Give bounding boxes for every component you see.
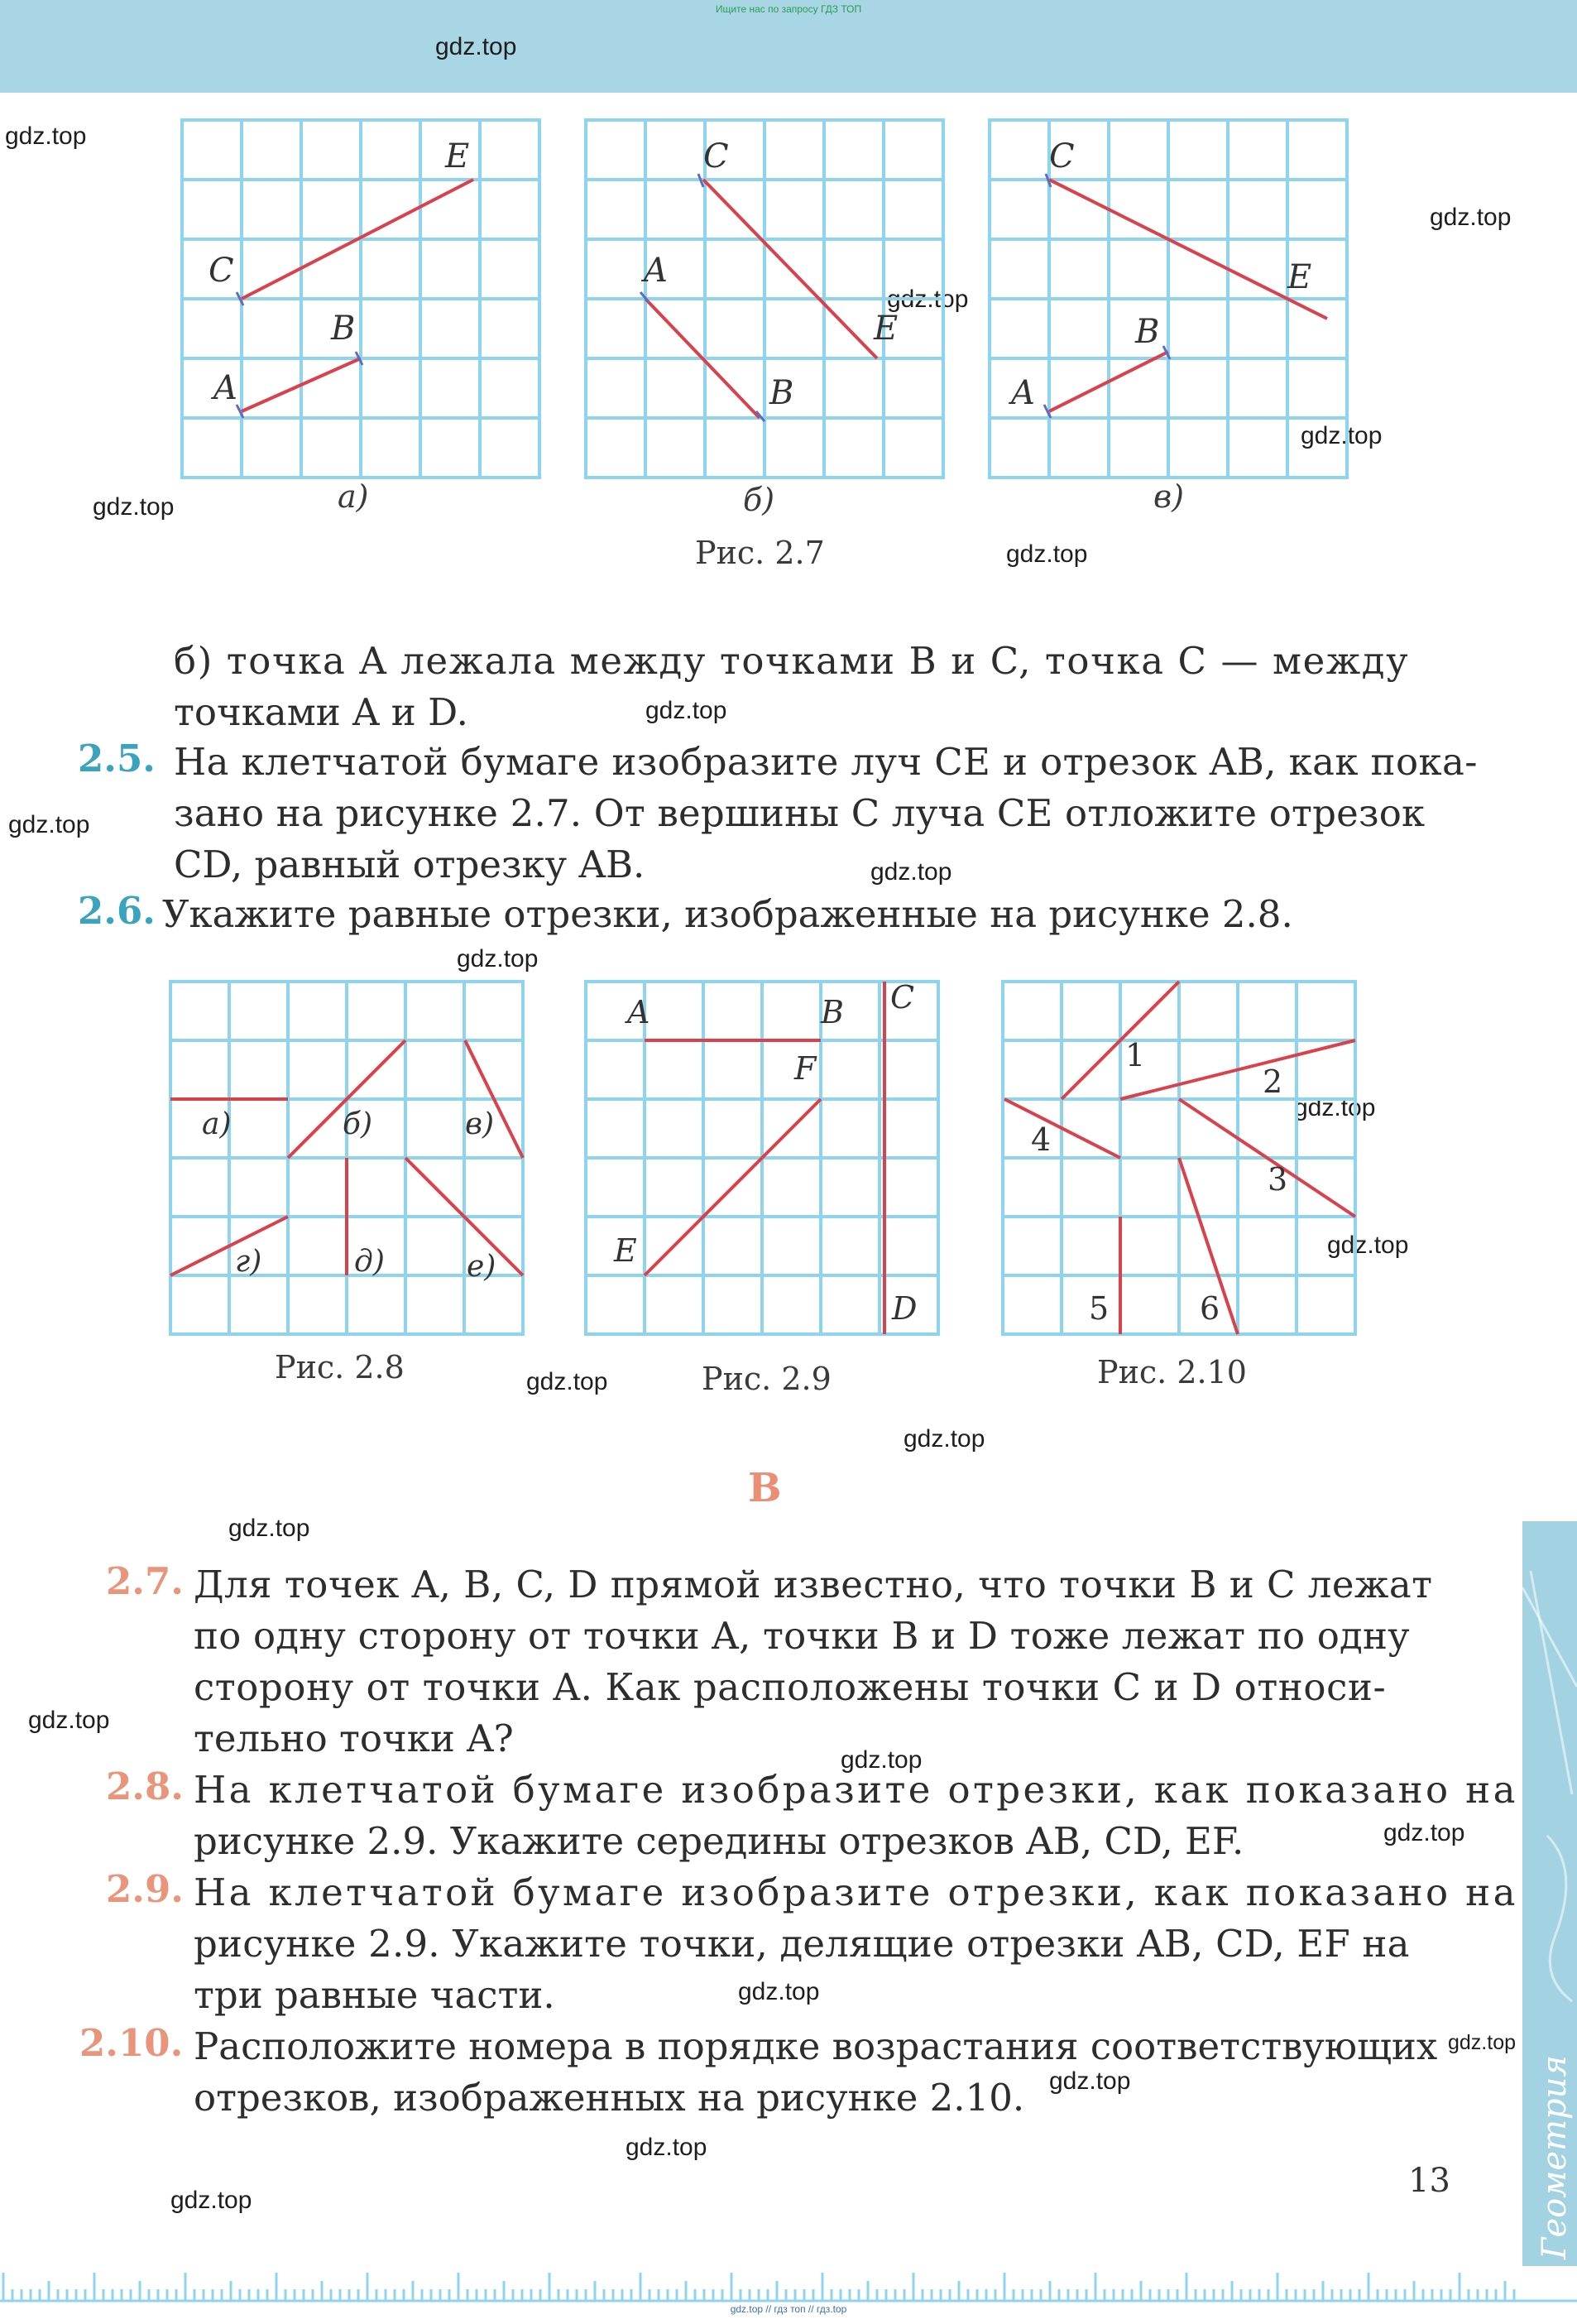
- point-label: C: [1049, 137, 1075, 175]
- problem-2-7: [194, 1559, 1433, 1765]
- figure-2-7a: [174, 108, 554, 488]
- watermark: gdz.top: [526, 1368, 608, 1395]
- point-label: B: [1135, 313, 1160, 351]
- watermark: gdz.top: [457, 945, 539, 972]
- text-line: Для точек A, B, C, D прямой известно, что точки B и C лежат: [194, 1563, 1433, 1606]
- segment-label: 5: [1089, 1290, 1110, 1327]
- problem-2-8: [194, 1765, 1518, 1867]
- segment-label: в): [465, 1107, 494, 1141]
- point-label: C: [703, 137, 729, 175]
- page-number: 13: [1408, 2162, 1450, 2200]
- point-label: E: [1287, 258, 1312, 296]
- figure-2-7c: [981, 108, 1362, 488]
- text-line: три равные части.: [194, 1973, 555, 2017]
- watermark: gdz.top: [228, 1515, 310, 1542]
- point-label: A: [213, 369, 237, 407]
- segment-label: а): [202, 1107, 232, 1141]
- watermark: gdz.top: [1049, 2067, 1131, 2095]
- section-heading: В: [748, 1465, 782, 1511]
- figure-2-10: [998, 977, 1370, 1341]
- point-label: A: [1011, 374, 1035, 412]
- watermark: gdz.top: [738, 1978, 820, 2005]
- watermark: gdz.top: [1006, 540, 1088, 568]
- watermark: gdz.top: [1301, 422, 1383, 449]
- text-line: тельно точки A?: [194, 1717, 514, 1760]
- text-line: точками A и D.: [174, 690, 468, 734]
- watermark: gdz.top: [645, 697, 727, 724]
- text-line: зано на рисунке 2.7. От вершины C луча CE отложите отрезок: [174, 791, 1426, 835]
- problem-2-9: [194, 1867, 1518, 2021]
- text-line: На клетчатой бумаге изобразите отрезки, как показано на: [194, 1870, 1518, 1914]
- text-line: Укажите равные отрезки, изображенные на рисунке 2.8.: [162, 892, 1293, 936]
- header-note: Ищите нас по запросу ГДЗ ТОП: [715, 3, 862, 15]
- watermark: gdz.top: [841, 1746, 923, 1774]
- text-line: по одну сторону от точки A, точки B и D тоже лежат по одну: [194, 1614, 1410, 1658]
- figure-2-8: [165, 977, 538, 1341]
- watermark: gdz.top: [887, 286, 969, 313]
- segment-label: 1: [1125, 1037, 1146, 1073]
- text-line: На клетчатой бумаге изобразите луч CE и отрезок AB, как пока-: [174, 740, 1478, 784]
- panel-label: в): [1153, 478, 1184, 515]
- text-line: рисунке 2.9. Укажите середины отрезков AB, CD, EF.: [194, 1819, 1244, 1863]
- text-line: сторону от точки A. Как расположены точки C и D относи-: [194, 1665, 1387, 1709]
- problem-number: 2.9.: [106, 1867, 184, 1911]
- point-label: E: [445, 137, 470, 175]
- segment-label: 3: [1268, 1161, 1288, 1198]
- watermark: gdz.top: [435, 33, 517, 60]
- point-label: A: [644, 252, 668, 290]
- panel-label: б): [743, 482, 775, 518]
- problem-2-10: [194, 2021, 1437, 2124]
- point-label: B: [331, 310, 356, 348]
- problem-2-6: [162, 889, 1293, 940]
- point-label: E: [874, 310, 899, 348]
- problem-number: 2.10.: [79, 2021, 184, 2065]
- segment-label: 2: [1263, 1064, 1283, 1100]
- text-line: б) точка A лежала между точками B и C, точка C — между: [174, 639, 1410, 683]
- panel-label: а): [338, 478, 369, 515]
- point-label: E: [614, 1232, 637, 1269]
- point-label: B: [821, 994, 844, 1030]
- watermark: gdz.top: [1448, 2031, 1517, 2054]
- text-line: Расположите номера в порядке возрастания соответствующих: [194, 2024, 1438, 2068]
- segment-label: 6: [1200, 1290, 1220, 1327]
- problem-number: 2.5.: [78, 737, 156, 780]
- watermark: gdz.top: [1430, 204, 1512, 231]
- segment-label: д): [354, 1245, 385, 1279]
- text-line: отрезков, изображенных на рисунке 2.10.: [194, 2076, 1025, 2120]
- segment-label: б): [343, 1107, 373, 1141]
- problem-2-5: [174, 737, 1478, 891]
- watermark: gdz.top: [870, 858, 952, 886]
- watermark: gdz.top: [28, 1707, 110, 1734]
- point-label: D: [892, 1290, 918, 1327]
- watermark: gdz.top: [626, 2134, 707, 2161]
- figure-2-7b: [578, 108, 958, 488]
- watermark: gdz.top: [8, 811, 90, 838]
- watermark: gdz.top: [1383, 1819, 1465, 1846]
- text-line: CD, равный отрезку AB.: [174, 843, 645, 886]
- point-label: F: [794, 1050, 817, 1087]
- watermark: gdz.top: [5, 122, 87, 150]
- point-label: C: [890, 979, 915, 1016]
- figure-caption: Рис. 2.7: [695, 535, 825, 571]
- figure-caption: Рис. 2.9: [702, 1361, 832, 1397]
- point-label: B: [769, 374, 794, 412]
- figure-caption: Рис. 2.8: [275, 1349, 405, 1385]
- segment-label: 4: [1031, 1121, 1052, 1158]
- problem-2-4b: [174, 636, 1409, 738]
- figure-caption: Рис. 2.10: [1097, 1354, 1247, 1390]
- problem-number: 2.6.: [78, 889, 156, 933]
- watermark: gdz.top: [93, 493, 175, 521]
- watermark: gdz.top: [904, 1425, 985, 1452]
- point-label: C: [209, 252, 234, 290]
- watermark: gdz.top: [170, 2187, 252, 2214]
- watermark: gdz.top: [1327, 1232, 1409, 1259]
- point-label: A: [627, 994, 650, 1030]
- text-line: рисунке 2.9. Укажите точки, делящие отрезки AB, CD, EF на: [194, 1922, 1410, 1966]
- segment-label: е): [467, 1250, 496, 1284]
- side-tab-text: [1529, 2053, 1574, 2268]
- text-line: На клетчатой бумаге изобразите отрезки, как показано на: [194, 1768, 1518, 1812]
- figure-2-9: [581, 977, 953, 1341]
- side-tab-label: Геометрия: [1536, 2055, 1574, 2259]
- problem-number: 2.8.: [106, 1765, 184, 1808]
- segment-label: г): [235, 1245, 262, 1279]
- footer-note: gdz.top // гдз топ // гдз.top: [730, 2303, 847, 2315]
- watermark: gdz.top: [1294, 1094, 1376, 1121]
- problem-number: 2.7.: [106, 1559, 184, 1603]
